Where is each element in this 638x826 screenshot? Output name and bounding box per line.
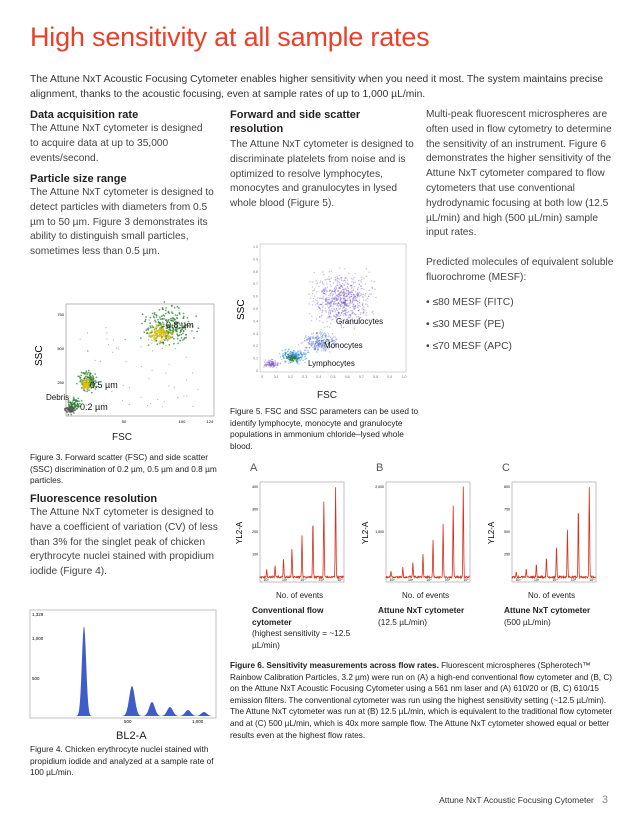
- particle-size-text: The Attune NxT cytometer is designed to detect particles with diameters from 0.5 µm to 50 µm. Figure 3 demonstrates its ability to distinguish small particles, sometimes less than 0.5 µm.: [30, 187, 214, 258]
- fig6-y-tick: 300: [252, 507, 258, 512]
- fig3-y-tick: 250: [57, 380, 64, 385]
- fig5-x-tick: 0.8: [373, 375, 379, 379]
- forward-side-scatter-heading: Forward and side scatter resolution: [230, 109, 361, 135]
- fig5-label-granulocytes: Granulocytes: [336, 317, 384, 326]
- fig4-y-tick: 1,000: [32, 636, 44, 641]
- fig6-x-tick: 10⁴: [300, 578, 306, 582]
- fig5-x-tick: 0: [261, 375, 263, 379]
- figure-5-caption: Figure 5. FSC and SSC parameters can be used to identify lymphocyte, monocyte and granulocyte populations in ammonium chloride–lysed whole blood.: [230, 406, 419, 451]
- fig6-panel-letter: B: [376, 462, 384, 474]
- fig6-panel-letter: C: [502, 462, 510, 474]
- fig5-x-tick: 0.9: [387, 375, 393, 379]
- mesf-bullet: • ≤70 MESF (APC): [426, 341, 512, 352]
- mesf-bullet-text: ≤30 MESF (PE): [432, 319, 505, 330]
- page-title: High sensitivity at all sample rates: [30, 22, 430, 52]
- fig5-y-tick: 0.9: [253, 257, 258, 262]
- fig6-caption-bold: Figure 6. Sensitivity measurements across flow rates.: [230, 661, 439, 670]
- figure-3-plot: [28, 290, 218, 450]
- fig6-y-label: YL2-A: [361, 521, 370, 544]
- fluorescence-resolution-heading: Fluorescence resolution: [30, 493, 158, 505]
- fig5-y-tick: 0.7: [253, 282, 258, 287]
- fig5-label-monocytes: Monocytes: [324, 341, 363, 350]
- fig5-y-tick: 1.0: [253, 245, 258, 249]
- fig3-label-02: 0.2 µm: [80, 402, 108, 412]
- fig5-y-tick: 0.2: [253, 344, 258, 349]
- fig5-x-tick: 0.4: [316, 375, 322, 379]
- fig6-x-tick: 10³: [407, 578, 414, 582]
- fig6-panel-b: [358, 478, 478, 593]
- fig6-y-tick: 250: [504, 552, 510, 557]
- fig5-label-lymphocytes: Lymphocytes: [308, 359, 355, 368]
- data-acquisition-heading: Data acquisition rate: [30, 109, 139, 121]
- mesf-predicted-text: Predicted molecules of equivalent soluble fluorochrome (MESF):: [426, 257, 614, 283]
- footer-text: Attune NxT Acoustic Focusing Cytometer: [439, 795, 594, 805]
- figure-5-plot: [232, 238, 412, 388]
- fig6-x-tick: 10⁵: [318, 578, 325, 582]
- fig5-y-label: SSC: [236, 299, 247, 320]
- figure-4-plot: [28, 604, 218, 724]
- figure-4-caption: Figure 4. Chicken erythrocyte nuclei stained with propidium iodide and analyzed at a sample rate of 100 µL/min.: [30, 744, 214, 777]
- fig5-x-tick: 1.0: [401, 375, 407, 379]
- fig5-y-tick: 0.4: [253, 319, 258, 324]
- intro-paragraph: The Attune NxT Acoustic Focusing Cytometer enables higher sensitivity when you need it most. The system maintains precise alignment, thanks to the acoustic focusing, even at sample rates of up to 1,000 µL/min.: [30, 74, 604, 100]
- fig6-y-tick: 400: [252, 485, 258, 489]
- mesf-intro-text: Multi-peak fluorescent microspheres are often used in flow cytometry to determine the sensitivity of an instrument. Figure 6 demonstrates the higher sensitivity of the Attune NxT cytometer compared to flow cytometers that use conventional hydrodynamic focusing at both low (12.5 µL/min) and high (500 µL/min) sample input rates.: [426, 109, 612, 239]
- fig3-y-tick: 500: [57, 346, 64, 351]
- fig6-x-tick: 10⁵: [444, 578, 451, 582]
- fig4-y-tick: 1,329: [32, 612, 44, 617]
- fig4-y-tick: 500: [32, 676, 40, 681]
- fig6-x-tick: 10⁶: [337, 578, 343, 582]
- fig3-label-05: 0.5 µm: [90, 380, 118, 390]
- fig5-y-tick: 0.3: [253, 331, 258, 336]
- fig3-label-debris: Debris: [46, 393, 70, 402]
- fig6-x-label: No. of events: [402, 591, 450, 600]
- fig5-x-tick: 0.5: [330, 375, 336, 379]
- fig6-y-tick: 500: [504, 530, 510, 534]
- fig6-x-tick: 10⁴: [552, 578, 558, 582]
- fig3-y-label: SSC: [34, 345, 45, 366]
- fig6-y-tick: 200: [252, 530, 258, 534]
- fig6-x-tick: 10⁶: [589, 578, 595, 582]
- mesf-bullet: • ≤80 MESF (FITC): [426, 297, 514, 308]
- fig6-x-tick: 10³: [281, 578, 288, 582]
- fig5-x-tick: 0.6: [344, 375, 350, 379]
- mesf-bullet-text: ≤80 MESF (FITC): [432, 297, 514, 308]
- fig3-x-tick: 50: [121, 419, 127, 424]
- fig5-x-label: FSC: [317, 390, 337, 401]
- fig6-y-label: YL2-A: [235, 521, 244, 544]
- fig6-x-tick: 10³: [533, 578, 540, 582]
- fig6-x-tick: 10⁵: [570, 578, 577, 582]
- fig3-label-08: 0.8 µm: [166, 320, 194, 330]
- fig4-x-label: BL2-A: [116, 730, 147, 742]
- data-acquisition-text: The Attune NxT cytometer is designed to acquire data at up to 35,000 events/second.: [30, 123, 203, 164]
- figure-6-caption: [230, 660, 618, 741]
- fig6-y-tick: 2,000: [375, 485, 384, 489]
- fig6-y-tick: 750: [504, 507, 510, 512]
- mesf-bullet: • ≤30 MESF (PE): [426, 319, 505, 330]
- fig6-x-tick: 10²: [515, 578, 521, 582]
- fig6-panel-c: [484, 478, 604, 593]
- figure-3-caption: Figure 3. Forward scatter (FSC) and side scatter (SSC) discrimination of 0.2 µm, 0.5 µm and 0.8 µm particles.: [30, 452, 217, 485]
- fig6-y-tick: 800: [504, 485, 510, 489]
- mesf-bullet-text: ≤70 MESF (APC): [432, 341, 512, 352]
- fig4-x-tick: 1,000: [192, 719, 204, 724]
- fig5-y-tick: 0: [256, 369, 258, 373]
- fig5-y-tick: 0.5: [253, 307, 258, 311]
- fig6-panel-subtitle: Attune NxT cytometer (12.5 µL/min): [378, 605, 465, 627]
- fig6-y-tick: 100: [252, 552, 258, 557]
- fig3-x-tick: 100: [178, 419, 186, 424]
- fig6-x-tick: 10⁴: [426, 578, 432, 582]
- fig6-panel-subtitle: Conventional flow cytometer (highest sensitivity = ~12.5 µL/min): [252, 605, 351, 650]
- fig6-x-label: No. of events: [276, 591, 324, 600]
- fig3-x-label: FSC: [112, 432, 132, 443]
- fig6-x-label: No. of events: [528, 591, 576, 600]
- fig5-y-tick: 0.6: [253, 294, 258, 299]
- fig6-x-tick: 10²: [389, 578, 395, 582]
- fig6-y-label: YL2-A: [487, 521, 496, 544]
- fig5-y-tick: 0.1: [253, 356, 258, 361]
- fig6-panel-subtitle: Attune NxT cytometer (500 µL/min): [504, 605, 591, 627]
- page-footer: [439, 794, 608, 806]
- fig5-x-tick: 0.2: [287, 375, 293, 379]
- fig6-y-tick: 1,000: [375, 530, 384, 534]
- page-number: 3: [601, 794, 608, 806]
- fig5-x-tick: 0.1: [273, 375, 279, 379]
- fig6-x-tick: 10⁶: [463, 578, 469, 582]
- fig5-y-tick: 0.8: [253, 269, 258, 274]
- fig6-x-tick: 10²: [263, 578, 269, 582]
- fig6-caption-text: Fluorescent microspheres (Spherotech™ Rainbow Calibration Particles, 3.2 µm) were run on (A) a high-end conventional flow cytometer and (B, C) on the Attune NxT Acoustic Focusing Cytometer using a 561 nm laser and (A) 610/20 or (B, C) 610/15 emission filters. The conventional cytometer was run using the highest sensitivity setting (~12.5 µL/min). The Attune NxT cytometer was run at (B) 12.5 µL/min, which is equivalent to the traditional flow cytometer and at (C) 500 µL/min, which is 40x more sample flow. The Attune NxT cytometer showed equal or better results even at the highest flow rates.: [230, 661, 613, 740]
- fig6-panel-letter: A: [250, 462, 258, 474]
- fluorescence-resolution-text: The Attune NxT cytometer is designed to have a coefficient of variation (CV) of less than 3% for the singlet peak of chicken erythrocyte nuclei stained with propidium iodide (Figure 4).: [30, 507, 218, 578]
- fig5-x-tick: 0.7: [358, 375, 364, 379]
- fig3-y-tick: 750: [57, 312, 64, 317]
- particle-size-heading: Particle size range: [30, 173, 127, 185]
- fig5-x-tick: 0.3: [302, 375, 308, 379]
- fig3-x-tick: 124: [206, 419, 214, 424]
- fig4-x-tick: 500: [124, 719, 132, 724]
- forward-side-scatter-text: The Attune NxT cytometer is designed to discriminate platelets from noise and is optimized to resolve lymphocytes, monocytes and granulocytes in lysed whole blood (Figure 5).: [230, 139, 414, 210]
- fig6-panel-a: [232, 478, 352, 593]
